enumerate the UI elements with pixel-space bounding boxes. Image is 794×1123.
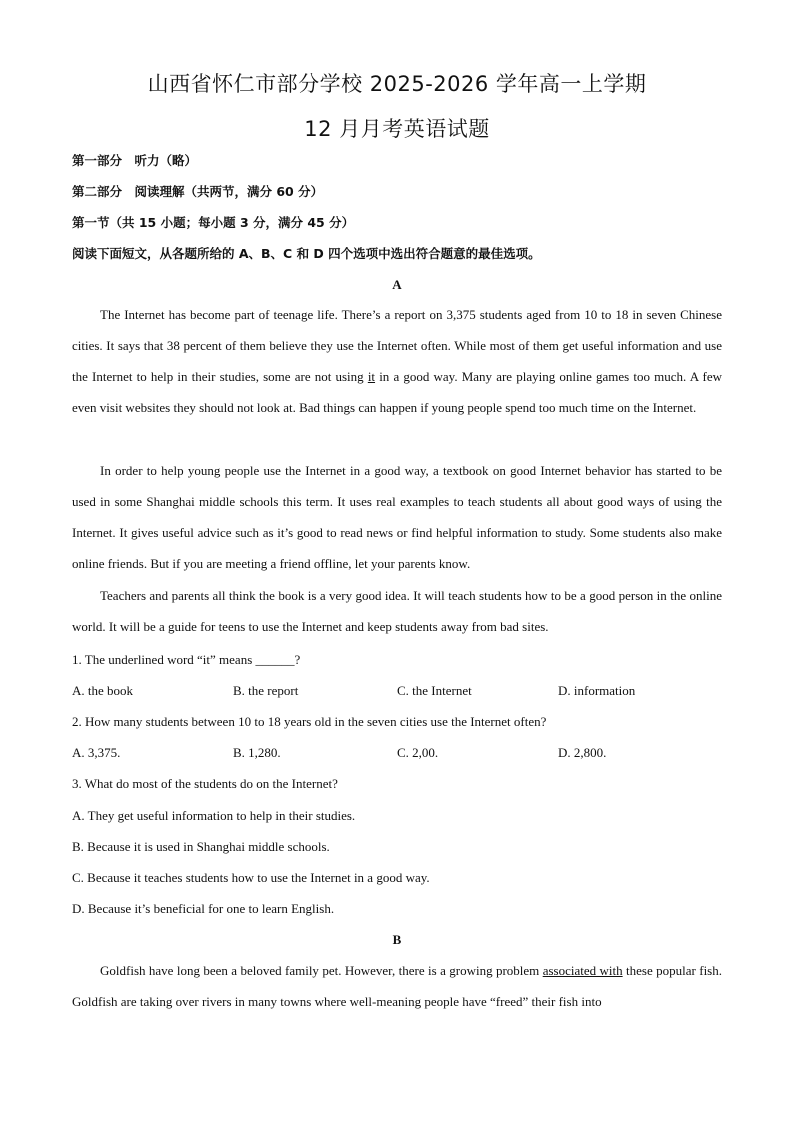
underlined-phrase-associated-with: associated with: [542, 963, 623, 978]
question-2-stem: 2. How many students between 10 to 18 years old in the seven cities use the Internet often?: [72, 714, 547, 729]
p1-text-after: in a good way. Many are playing online games too much. A few even visit websites they should not look at. Bad things can happen if young people spend too much time on the Internet.: [72, 369, 722, 415]
question-1-option-a: A. the book: [72, 683, 134, 698]
question-3-option-d: D. Because it’s beneficial for one to learn English.: [72, 901, 335, 916]
p1-text-before: The Internet has become part of teenage life. There’s a report on 3,375 students aged from 10 to 18 in seven Chinese cities. It says that 38 percent of them believe they use the Internet often. While most of them get useful information and use the Internet to help in their studies, some are not using: [72, 307, 722, 384]
section1-heading: 第一节（共 15 小题；每小题 3 分，满分 45 分）: [72, 215, 355, 230]
question-2-option-c: C. 2,00.: [397, 745, 439, 760]
question-3-option-a: A. They get useful information to help in their studies.: [72, 808, 356, 823]
question-2-option-a: A. 3,375.: [72, 745, 121, 760]
b-p1-text-before: Goldfish have long been a beloved family pet. However, there is a growing problem: [100, 963, 543, 978]
passage-b-paragraph-1: [72, 955, 722, 1017]
underlined-word-it: it: [367, 369, 376, 384]
question-1-option-b: B. the report: [233, 683, 299, 698]
question-3-stem: 3. What do most of the students do on the Internet?: [72, 776, 338, 791]
question-2-option-d: D. 2,800.: [558, 745, 607, 760]
instruction: 阅读下面短文，从各题所给的 A、B、C 和 D 四个选项中选出符合题意的最佳选项。: [72, 246, 541, 261]
question-3-option-b: B. Because it is used in Shanghai middle schools.: [72, 839, 330, 854]
question-2-option-b: B. 1,280.: [233, 745, 281, 760]
question-1-option-d: D. information: [558, 683, 636, 698]
question-1-stem: 1. The underlined word “it” means ______?: [72, 652, 301, 667]
part2-heading: 第二部分 阅读理解（共两节，满分 60 分）: [72, 184, 324, 199]
passage-a-label: A: [392, 277, 402, 292]
b-p1-text-after: these popular fish. Goldfish are taking over rivers in many towns where well-meaning people have “freed” their fish into: [72, 963, 722, 1009]
passage-a-paragraph-1: [72, 299, 722, 423]
passage-a-paragraph-3: Teachers and parents all think the book is a very good idea. It will teach students how to be a good person in the online world. It will be a guide for teens to use the Internet and keep students away from bad sites.: [72, 588, 722, 634]
passage-a-paragraph-2: In order to help young people use the Internet in a good way, a textbook on good Internet behavior has started to be used in some Shanghai middle schools this term. It uses real examples to teach students all about good ways of using the Internet. It gives useful advice such as it’s good to read news or find helpful information to study. Some students also make online friends. But if you are meeting a friend offline, let your parents know.: [72, 463, 722, 571]
passage-b-label: B: [392, 932, 402, 947]
title-line-2: 12 月月考英语试题: [304, 117, 490, 141]
question-3-option-c: C. Because it teaches students how to use the Internet in a good way.: [72, 870, 430, 885]
question-1-option-c: C. the Internet: [397, 683, 472, 698]
part1-heading: 第一部分 听力（略）: [72, 153, 198, 168]
title-line-1: 山西省怀仁市部分学校 2025-2026 学年高一上学期: [147, 72, 647, 96]
